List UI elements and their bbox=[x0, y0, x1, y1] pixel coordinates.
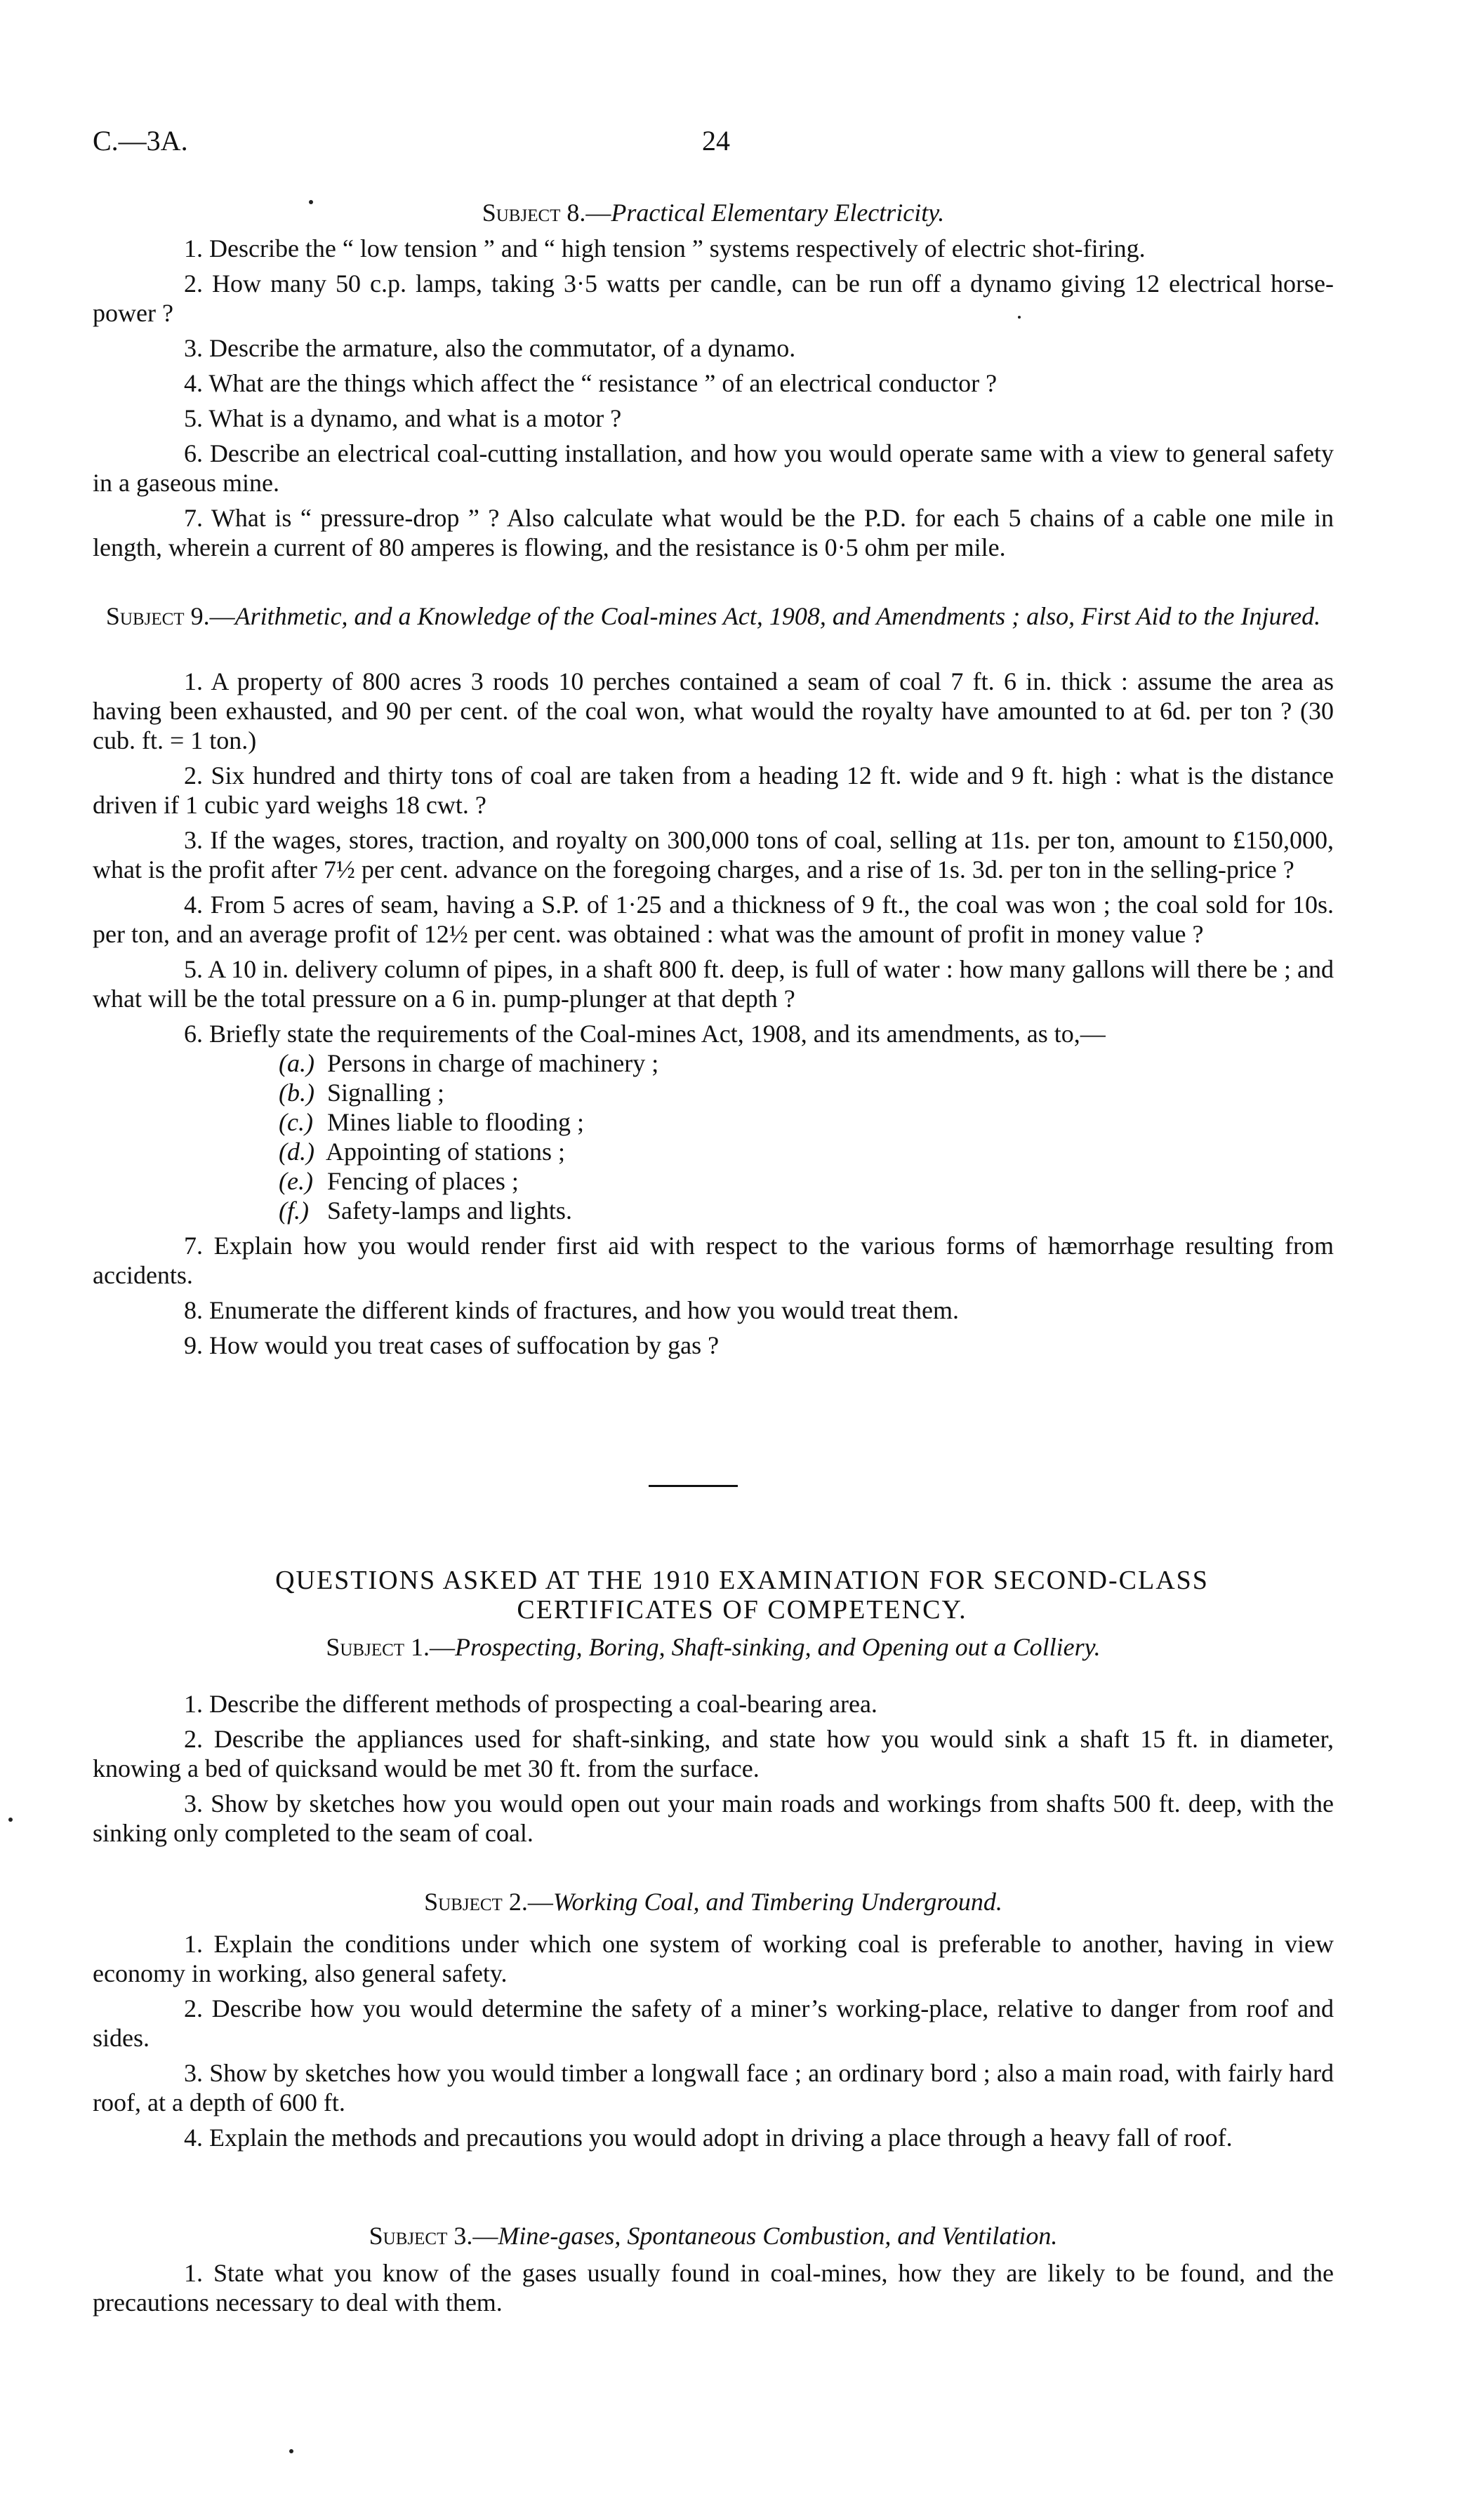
subject-label: Subject 1.— bbox=[326, 1633, 456, 1661]
sub-item-label: (a.) bbox=[279, 1049, 314, 1077]
subject-8-questions bbox=[93, 234, 1334, 568]
subject-title: Mine-gases, Spontaneous Combustion, and Ventilation. bbox=[498, 2222, 1058, 2250]
question: 4. Explain the methods and precautions you would adopt in driving a place through a heavy fall of roof. bbox=[184, 2124, 1233, 2152]
question: 3. Show by sketches how you would open out your main roads and workings from shafts 500 ft. deep, with the sinking only completed to the seam of coal. bbox=[93, 1789, 1334, 1847]
subject-9-questions bbox=[93, 667, 1334, 1366]
page-number: 24 bbox=[702, 125, 730, 156]
sub-item-label: (e.) bbox=[279, 1167, 313, 1195]
question: 4. What are the things which affect the “ resistance ” of an electrical conductor ? bbox=[184, 369, 998, 397]
sub-item bbox=[93, 1196, 1334, 1225]
subject-2-questions bbox=[93, 1929, 1334, 2158]
question: 1. Describe the “ low tension ” and “ high tension ” systems respectively of electric shot-firing. bbox=[184, 234, 1146, 262]
subject-1-heading bbox=[93, 1632, 1334, 1662]
question: 2. How many 50 c.p. lamps, taking 3·5 watts per candle, can be run off a dynamo giving 12 electrical horse-power ? bbox=[93, 269, 1334, 327]
subject-label: Subject 9.— bbox=[105, 602, 235, 630]
question: 4. From 5 acres of seam, having a S.P. of 1·25 and a thickness of 9 ft., the coal was won ; the coal sold for 10s. per ton, and an average profit of 12½ per cent. was obtained : what was the amount of profit in money value ? bbox=[93, 891, 1334, 948]
sub-item bbox=[93, 1078, 1334, 1107]
section-title: QUESTIONS ASKED AT THE 1910 EXAMINATION FOR SECOND-CLASS CERTIFICATES OF COMPETENCY. bbox=[275, 1566, 1209, 1625]
question: 2. Six hundred and thirty tons of coal are taken from a heading 12 ft. wide and 9 ft. high : what is the distance driven if 1 cubic yard weighs 18 cwt. ? bbox=[93, 761, 1334, 819]
question: 1. A property of 800 acres 3 roods 10 perches contained a seam of coal 7 ft. 6 in. thick : assume the area as having been exhausted, and 90 per cent. of the coal won, what would the royalty have amounted to at 6d. per ton ? (30 cub. ft. = 1 ton.) bbox=[93, 667, 1334, 754]
sub-item-label: (f.) bbox=[279, 1196, 309, 1225]
question: 8. Enumerate the different kinds of fractures, and how you would treat them. bbox=[184, 1296, 959, 1324]
question: 1. Explain the conditions under which one system of working coal is preferable to another, having in view economy in working, also general safety. bbox=[93, 1930, 1334, 1987]
sub-item-text: Signalling ; bbox=[327, 1079, 445, 1107]
question: 7. What is “ pressure-drop ” ? Also calculate what would be the P.D. for each 5 chains of a cable one mile in length, wherein a current of 80 amperes is flowing, and the resistance is 0·5 ohm per mile. bbox=[93, 504, 1334, 561]
question: 5. A 10 in. delivery column of pipes, in a shaft 800 ft. deep, is full of water : how many gallons will there be ; and what will be the total pressure on a 6 in. pump-plunger at that depth ? bbox=[93, 955, 1334, 1013]
question: 5. What is a dynamo, and what is a motor ? bbox=[184, 404, 622, 432]
subject-title: Prospecting, Boring, Shaft-sinking, and Opening out a Colliery. bbox=[455, 1633, 1101, 1661]
subject-2-heading bbox=[93, 1887, 1334, 1916]
sub-item-text: Safety-lamps and lights. bbox=[327, 1196, 572, 1225]
sub-item-text: Appointing of stations ; bbox=[326, 1138, 566, 1166]
question: 3. If the wages, stores, traction, and royalty on 300,000 tons of coal, selling at 11s. per ton, amount to £150,000, what is the profit after 7½ per cent. advance on the foregoing charges, and a rise of 1s. 3d. per ton in the selling-price ? bbox=[93, 826, 1334, 884]
subject-label: Subject 2.— bbox=[424, 1888, 553, 1916]
subject-title: Arithmetic, and a Knowledge of the Coal-mines Act, 1908, and Amendments ; also, First Aid to the Injured. bbox=[234, 602, 1321, 630]
sub-item-label: (b.) bbox=[279, 1079, 314, 1107]
sub-item-text: Fencing of places ; bbox=[327, 1167, 519, 1195]
question: 3. Show by sketches how you would timber a longwall face ; an ordinary bord ; also a main road, with fairly hard roof, at a depth of 600 ft. bbox=[93, 2059, 1334, 2116]
question: 9. How would you treat cases of suffocation by gas ? bbox=[184, 1331, 720, 1359]
sub-item-text: Mines liable to flooding ; bbox=[327, 1108, 584, 1136]
question: 1. State what you know of the gases usually found in coal-mines, how they are likely to be found, and the precautions necessary to deal with them. bbox=[93, 2259, 1334, 2316]
question: 6. Describe an electrical coal-cutting installation, and how you would operate same with a view to general safety in a gaseous mine. bbox=[93, 439, 1334, 497]
scan-speck bbox=[8, 1818, 13, 1822]
subject-1-questions bbox=[93, 1689, 1334, 1853]
subject-title: Working Coal, and Timbering Underground. bbox=[552, 1888, 1002, 1916]
subject-title: Practical Elementary Electricity. bbox=[611, 199, 945, 227]
sub-item-label: (c.) bbox=[279, 1108, 313, 1136]
subject-9-heading bbox=[93, 601, 1334, 631]
sub-item-label: (d.) bbox=[279, 1138, 314, 1166]
scan-speck bbox=[289, 2449, 293, 2453]
question: 2. Describe the appliances used for shaft-sinking, and state how you would sink a shaft 15 ft. in diameter, knowing a bed of quicksand would be met 30 ft. from the surface. bbox=[93, 1725, 1334, 1782]
question: 2. Describe how you would determine the safety of a miner’s working-place, relative to danger from roof and sides. bbox=[93, 1994, 1334, 2052]
sub-item-text: Persons in charge of machinery ; bbox=[327, 1049, 659, 1077]
running-header-code: C.—3A. bbox=[93, 125, 188, 156]
subject-3-questions bbox=[93, 2258, 1334, 2323]
sub-item bbox=[93, 1048, 1334, 1078]
scan-speck bbox=[1018, 316, 1021, 319]
subject-3-heading bbox=[93, 2221, 1334, 2251]
question: 7. Explain how you would render first aid with respect to the various forms of hæmorrhage resulting from accidents. bbox=[93, 1232, 1334, 1289]
subject-label: Subject 3.— bbox=[369, 2222, 498, 2250]
subject-label: Subject 8.— bbox=[482, 199, 611, 227]
question: 6. Briefly state the requirements of the Coal-mines Act, 1908, and its amendments, as to,— bbox=[184, 1020, 1106, 1048]
question: 3. Describe the armature, also the commutator, of a dynamo. bbox=[184, 334, 796, 362]
section-divider bbox=[649, 1485, 738, 1487]
question: 1. Describe the different methods of prospecting a coal-bearing area. bbox=[184, 1690, 877, 1718]
sub-item bbox=[93, 1107, 1334, 1137]
subject-8-heading bbox=[93, 198, 1334, 227]
scan-speck bbox=[309, 200, 313, 204]
sub-item bbox=[93, 1137, 1334, 1166]
sub-item bbox=[93, 1166, 1334, 1196]
